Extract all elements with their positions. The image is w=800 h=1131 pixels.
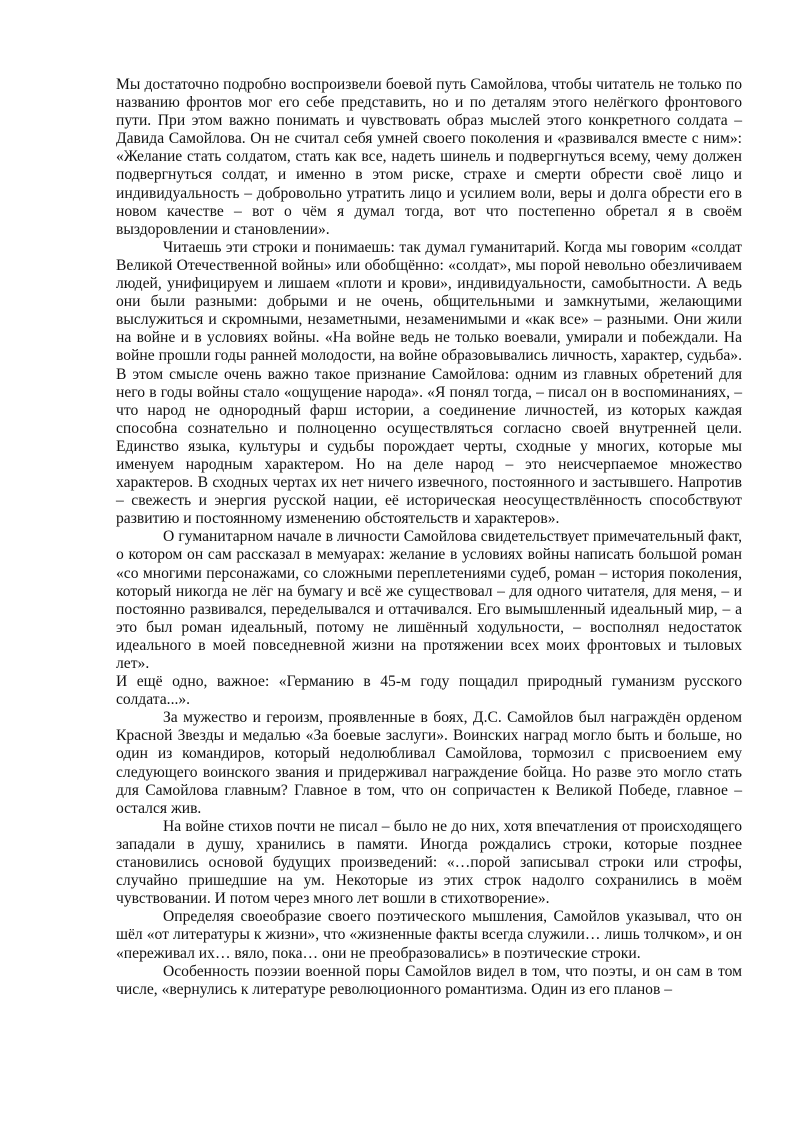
paragraph-1: Мы достаточно подробно воспроизвели боевой путь Самойлова, чтобы читатель не только по названию фронтов мог его себе представить, но и по деталям этого нелёгкого фронтового пути. При этом важно понимать и чувствовать образ мыслей этого конкретного солдата – Давида Самойлова. Он не считал себя умней своего поколения и «развивался вместе с ним»: «Желание стать солдатом, стать как все, надеть шинель и подвергнуться всему, чему должен подвергнуться солдат, и именно в этом риске, страхе и смерти обрести своё лицо и индивидуальность – добровольно утратить лицо и усилием воли, веры и долга обрести его в новом качестве – вот о чём я думал тогда, вот что постепенно обретал я в своём выздоровлении и становлении». xyxy=(116,76,742,238)
paragraph-5: За мужество и героизм, проявленные в боях, Д.С. Самойлов был награждён орденом Красной Звезды и медалью «За боевые заслуги». Воинских наград могло быть и больше, но один из командиров, который недолюбливал Самойлова, тормозил с присвоением ему следующего воинского звания и придерживал награждение бойца. Но разве это могло стать для Самойлова главным? Главное в том, что он сопричастен к Великой Победе, главное – остался жив. xyxy=(116,709,742,817)
paragraph-6: На войне стихов почти не писал – было не до них, хотя впечатления от происходящего западали в душу, хранились в памяти. Иногда рождались строки, которые позднее становились основой будущих произведений: «…порой записывал строки или строфы, случайно пришедшие на ум. Некоторые из этих строк надолго сохранились в моём чувствовании. И потом через много лет вошли в стихотворение». xyxy=(116,817,742,908)
paragraph-7: Определяя своеобразие своего поэтического мышления, Самойлов указывал, что он шёл «от литературы к жизни», что «жизненные факты всегда служили… лишь толчком», и он «переживал их… вяло, пока… они не преобразовались» в поэтические строки. xyxy=(116,908,742,962)
paragraph-3: О гуманитарном начале в личности Самойлова свидетельствует примечательный факт, о котором он сам рассказал в мемуарах: желание в условиях войны написать большой роман «со многими персонажами, со сложными переплетениями судеб, роман – история поколения, который никогда не лёг на бумагу и всё же существовал – для одного читателя, для меня, – и постоянно развивался, переделывался и оттачивался. Его вымышленный идеальный мир, – а это был роман идеальный, потому не лишённый ходульности, – восполнял недостаток идеального в моей повседневной жизни на протяжении всех моих фронтовых и тыловых лет». xyxy=(116,528,742,672)
paragraph-4: И ещё одно, важное: «Германию в 45-м году пощадил природный гуманизм русского солдата...». xyxy=(116,673,742,709)
document-page xyxy=(116,76,742,999)
paragraph-2: Читаешь эти строки и понимаешь: так думал гуманитарий. Когда мы говорим «солдат Великой Отечественной войны» или обобщённо: «солдат», мы порой невольно обезличиваем людей, унифицируем и лишаем «плоти и крови», индивидуальности, самобытности. А ведь они были разными: добрыми и не очень, общительными и замкнутыми, желающими выслужиться и скромными, незаметными, незаменимыми и «как все» – разными. Они жили на войне и в условиях войны. «На войне ведь не только воевали, умирали и побеждали. На войне прошли годы ранней молодости, на войне образовывались личность, характер, судьба». В этом смысле очень важно такое признание Самойлова: одним из главных обретений для него в годы войны стало «ощущение народа». «Я понял тогда, – писал он в воспоминаниях, – что народ не однородный фарш истории, а соединение личностей, из которых каждая способна сознательно и полноценно осуществляться согласно своей внутренней цели. Единство языка, культуры и судьбы порождает черты, сходные у многих, которые мы именуем народным характером. Но на деле народ – это неисчерпаемое множество характеров. В сходных чертах их нет ничего извечного, постоянного и застывшего. Напротив – свежесть и энергия русской нации, её историческая неосуществлённость способствуют развитию и постоянному изменению обстоятельств и характеров». xyxy=(116,238,742,528)
paragraph-8: Особенность поэзии военной поры Самойлов видел в том, что поэты, и он сам в том числе, «вернулись к литературе революционного романтизма. Один из его планов – xyxy=(116,962,742,998)
